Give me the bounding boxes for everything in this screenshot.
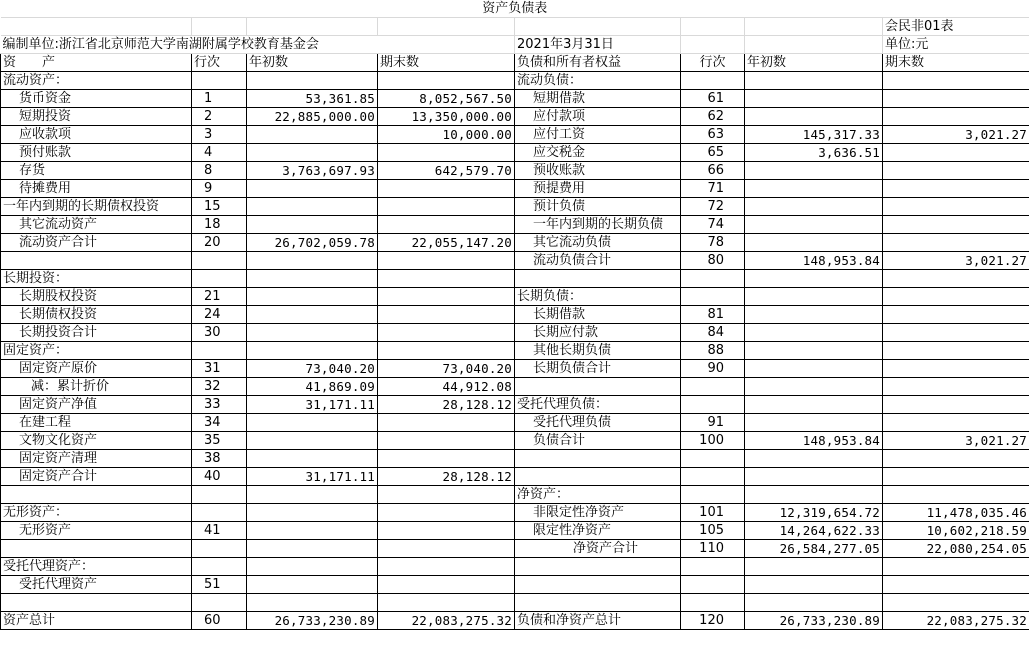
asset-closing: 22,083,275.32 [378,612,515,630]
asset-name: 其它流动资产 [1,216,192,234]
liability-name: 流动负债： [515,72,681,90]
asset-closing: 28,128.12 [378,396,515,414]
liability-closing [883,342,1029,360]
table-row [1,504,1029,522]
liability-closing [883,180,1029,198]
liability-closing [883,594,1029,612]
asset-line-no: 18 [192,216,247,234]
table-row [1,432,1029,450]
liability-name: 受托代理负债 [515,414,681,432]
asset-opening [247,558,378,576]
liability-closing: 3,021.27 [883,432,1029,450]
asset-line-no [192,540,247,558]
asset-line-no: 32 [192,378,247,396]
liability-line-no [681,270,745,288]
asset-opening [247,432,378,450]
liability-line-no: 78 [681,234,745,252]
liability-opening [745,378,883,396]
liability-line-no [681,594,745,612]
liability-opening [745,558,883,576]
table-row [1,594,1029,612]
asset-line-no: 51 [192,576,247,594]
asset-closing [378,594,515,612]
asset-name [1,594,192,612]
liability-closing [883,324,1029,342]
table-row [1,234,1029,252]
liability-line-no [681,72,745,90]
liability-name: 预计负债 [515,198,681,216]
liability-line-no: 62 [681,108,745,126]
table-row [1,612,1029,630]
asset-name: 流动资产合计 [1,234,192,252]
asset-opening: 31,171.11 [247,468,378,486]
liability-opening [745,108,883,126]
liability-name: 其他长期负债 [515,342,681,360]
liability-name: 流动负债合计 [515,252,681,270]
asset-name [1,252,192,270]
page-title: 资产负债表 [1,0,1029,18]
asset-line-no: 38 [192,450,247,468]
asset-name: 流动资产： [1,72,192,90]
liability-name [515,468,681,486]
asset-line-no [192,72,247,90]
liability-opening [745,450,883,468]
liability-closing [883,396,1029,414]
asset-closing [378,324,515,342]
asset-closing [378,576,515,594]
unit-label: 单位:元 [883,36,1029,54]
liability-line-no: 71 [681,180,745,198]
asset-line-no: 31 [192,360,247,378]
asset-closing [378,522,515,540]
liability-line-no: 66 [681,162,745,180]
asset-closing: 44,912.08 [378,378,515,396]
asset-opening [247,540,378,558]
table-row [1,540,1029,558]
liability-line-no [681,396,745,414]
liability-opening [745,360,883,378]
liability-opening: 26,733,230.89 [745,612,883,630]
liability-opening [745,576,883,594]
asset-line-no [192,504,247,522]
liability-opening [745,396,883,414]
asset-name: 预付账款 [1,144,192,162]
asset-name: 长期投资合计 [1,324,192,342]
liability-name: 一年内到期的长期负债 [515,216,681,234]
asset-line-no: 41 [192,522,247,540]
asset-closing [378,144,515,162]
liability-opening [745,342,883,360]
liability-closing [883,216,1029,234]
asset-line-no [192,594,247,612]
report-date: 2021年3月31日 [515,36,681,54]
asset-opening [247,216,378,234]
liability-line-no [681,576,745,594]
asset-opening: 22,885,000.00 [247,108,378,126]
unit-name: 编制单位:浙江省北京师范大学南湖附属学校教育基金会 [1,36,515,54]
form-code: 会民非01表 [883,18,1029,36]
header-opening: 年初数 [247,54,378,72]
liability-opening: 12,319,654.72 [745,504,883,522]
asset-name: 固定资产净值 [1,396,192,414]
asset-opening: 26,733,230.89 [247,612,378,630]
liability-closing [883,450,1029,468]
liability-opening [745,306,883,324]
liability-name: 长期负债合计 [515,360,681,378]
header-line-no-2: 行次 [681,54,745,72]
liability-opening: 26,584,277.05 [745,540,883,558]
asset-name: 资产总计 [1,612,192,630]
asset-closing [378,180,515,198]
asset-name: 无形资产： [1,504,192,522]
asset-name: 减：累计折价 [1,378,192,396]
liability-closing: 22,080,254.05 [883,540,1029,558]
asset-opening [247,504,378,522]
liability-closing [883,378,1029,396]
liability-line-no: 80 [681,252,745,270]
liability-line-no [681,558,745,576]
liability-line-no: 90 [681,360,745,378]
liability-closing [883,360,1029,378]
liability-name: 应付款项 [515,108,681,126]
table-row [1,576,1029,594]
asset-name: 固定资产合计 [1,468,192,486]
asset-opening: 26,702,059.78 [247,234,378,252]
liability-line-no [681,450,745,468]
liability-opening [745,324,883,342]
liability-name [515,270,681,288]
asset-line-no: 15 [192,198,247,216]
table-row [1,342,1029,360]
liability-name: 净资产合计 [515,540,681,558]
liability-closing: 11,478,035.46 [883,504,1029,522]
liability-line-no: 63 [681,126,745,144]
table-row [1,252,1029,270]
liability-opening: 148,953.84 [745,252,883,270]
asset-opening [247,324,378,342]
liability-name: 受托代理负债： [515,396,681,414]
header-closing: 期末数 [378,54,515,72]
liability-name: 短期借款 [515,90,681,108]
asset-name: 文物文化资产 [1,432,192,450]
asset-opening [247,198,378,216]
asset-line-no: 34 [192,414,247,432]
asset-opening: 3,763,697.93 [247,162,378,180]
liability-closing [883,162,1029,180]
asset-line-no [192,558,247,576]
asset-line-no [192,342,247,360]
asset-line-no: 21 [192,288,247,306]
liability-opening: 148,953.84 [745,432,883,450]
asset-opening [247,288,378,306]
liability-line-no: 100 [681,432,745,450]
table-row [1,306,1029,324]
liability-closing: 3,021.27 [883,126,1029,144]
header-assets: 资 产 [1,54,192,72]
liability-name [515,378,681,396]
liability-line-no: 84 [681,324,745,342]
asset-closing [378,288,515,306]
asset-closing [378,216,515,234]
asset-closing [378,252,515,270]
asset-closing [378,306,515,324]
liability-name: 限定性净资产 [515,522,681,540]
asset-closing: 13,350,000.00 [378,108,515,126]
liability-opening [745,162,883,180]
table-row [1,360,1029,378]
asset-closing [378,342,515,360]
header-closing-2: 期末数 [883,54,1029,72]
table-row [1,108,1029,126]
liability-line-no: 88 [681,342,745,360]
table-row [1,162,1029,180]
asset-closing: 10,000.00 [378,126,515,144]
asset-opening: 31,171.11 [247,396,378,414]
asset-name: 应收款项 [1,126,192,144]
asset-line-no: 4 [192,144,247,162]
table-row [1,144,1029,162]
table-row [1,72,1029,90]
table-row [1,198,1029,216]
asset-closing [378,72,515,90]
table-row [1,324,1029,342]
asset-closing [378,450,515,468]
asset-line-no: 8 [192,162,247,180]
liability-opening [745,216,883,234]
asset-closing [378,414,515,432]
liability-opening [745,468,883,486]
liability-name: 长期负债： [515,288,681,306]
asset-line-no: 40 [192,468,247,486]
liability-opening [745,486,883,504]
asset-closing [378,486,515,504]
asset-line-no: 60 [192,612,247,630]
liability-closing: 22,083,275.32 [883,612,1029,630]
asset-name: 受托代理资产 [1,576,192,594]
liability-opening [745,270,883,288]
liability-line-no [681,288,745,306]
asset-opening [247,342,378,360]
liability-line-no [681,378,745,396]
liability-opening [745,288,883,306]
liability-name: 负债和净资产总计 [515,612,681,630]
asset-closing [378,198,515,216]
asset-line-no: 1 [192,90,247,108]
liability-closing [883,144,1029,162]
liability-line-no: 81 [681,306,745,324]
asset-name: 长期债权投资 [1,306,192,324]
liability-opening [745,414,883,432]
liability-opening [745,72,883,90]
liability-closing [883,486,1029,504]
liability-opening [745,234,883,252]
asset-line-no: 30 [192,324,247,342]
liability-closing [883,468,1029,486]
asset-name: 长期股权投资 [1,288,192,306]
table-row [1,468,1029,486]
liability-closing [883,288,1029,306]
liability-name [515,594,681,612]
asset-name: 无形资产 [1,522,192,540]
liability-name [515,450,681,468]
asset-closing [378,432,515,450]
liability-closing [883,576,1029,594]
liability-name: 净资产： [515,486,681,504]
asset-closing [378,270,515,288]
asset-name: 货币资金 [1,90,192,108]
asset-closing [378,558,515,576]
liability-name: 预提费用 [515,180,681,198]
liability-name: 应付工资 [515,126,681,144]
liability-opening: 145,317.33 [745,126,883,144]
header-opening-2: 年初数 [745,54,883,72]
asset-line-no: 2 [192,108,247,126]
asset-closing: 73,040.20 [378,360,515,378]
asset-closing: 22,055,147.20 [378,234,515,252]
asset-line-no [192,252,247,270]
asset-name: 长期投资： [1,270,192,288]
asset-opening [247,414,378,432]
asset-line-no [192,270,247,288]
liability-opening [745,594,883,612]
liability-name: 负债合计 [515,432,681,450]
table-row [1,450,1029,468]
asset-opening [247,144,378,162]
liability-line-no [681,486,745,504]
asset-name: 固定资产原价 [1,360,192,378]
table-row [1,486,1029,504]
liability-closing: 10,602,218.59 [883,522,1029,540]
liability-line-no: 105 [681,522,745,540]
liability-opening: 14,264,622.33 [745,522,883,540]
liability-closing [883,198,1029,216]
liability-closing [883,306,1029,324]
asset-closing: 642,579.70 [378,162,515,180]
liability-name: 预收账款 [515,162,681,180]
asset-opening [247,594,378,612]
asset-name: 短期投资 [1,108,192,126]
liability-line-no: 65 [681,144,745,162]
asset-name: 在建工程 [1,414,192,432]
liability-name: 非限定性净资产 [515,504,681,522]
liability-closing [883,234,1029,252]
table-row [1,558,1029,576]
liability-name: 长期应付款 [515,324,681,342]
table-row [1,396,1029,414]
table-row [1,216,1029,234]
liability-line-no: 61 [681,90,745,108]
liability-name: 其它流动负债 [515,234,681,252]
asset-line-no: 20 [192,234,247,252]
asset-line-no: 24 [192,306,247,324]
asset-line-no: 35 [192,432,247,450]
table-row [1,522,1029,540]
table-row [1,414,1029,432]
liability-closing [883,90,1029,108]
liability-name: 应交税金 [515,144,681,162]
liability-line-no: 91 [681,414,745,432]
asset-name: 待摊费用 [1,180,192,198]
liability-line-no: 110 [681,540,745,558]
asset-closing [378,540,515,558]
liability-closing [883,270,1029,288]
asset-opening [247,306,378,324]
asset-line-no [192,486,247,504]
asset-closing: 8,052,567.50 [378,90,515,108]
asset-opening [247,576,378,594]
liability-closing [883,108,1029,126]
asset-name: 一年内到期的长期债权投资 [1,198,192,216]
liability-name [515,576,681,594]
liability-closing [883,414,1029,432]
liability-opening [745,198,883,216]
liability-line-no: 101 [681,504,745,522]
asset-name: 存货 [1,162,192,180]
table-row [1,126,1029,144]
asset-opening [247,522,378,540]
liability-closing [883,558,1029,576]
liability-opening [745,90,883,108]
asset-line-no: 33 [192,396,247,414]
liability-name [515,558,681,576]
asset-opening [247,270,378,288]
asset-name: 固定资产清理 [1,450,192,468]
table-row [1,288,1029,306]
asset-opening [247,180,378,198]
asset-line-no: 3 [192,126,247,144]
header-liabilities: 负债和所有者权益 [515,54,681,72]
asset-opening: 53,361.85 [247,90,378,108]
asset-opening [247,126,378,144]
liability-line-no: 74 [681,216,745,234]
liability-line-no: 120 [681,612,745,630]
column-header-row [1,54,1029,72]
liability-name: 长期借款 [515,306,681,324]
table-row [1,378,1029,396]
table-row [1,270,1029,288]
asset-opening [247,486,378,504]
liability-opening: 3,636.51 [745,144,883,162]
liability-line-no: 72 [681,198,745,216]
liability-closing [883,72,1029,90]
asset-opening [247,72,378,90]
asset-opening [247,450,378,468]
asset-closing: 28,128.12 [378,468,515,486]
asset-opening: 73,040.20 [247,360,378,378]
asset-name [1,540,192,558]
liability-line-no [681,468,745,486]
liability-opening [745,180,883,198]
header-line-no: 行次 [192,54,247,72]
table-row [1,90,1029,108]
asset-opening [247,252,378,270]
asset-line-no: 9 [192,180,247,198]
asset-name [1,486,192,504]
liability-closing: 3,021.27 [883,252,1029,270]
asset-closing [378,504,515,522]
asset-name: 受托代理资产： [1,558,192,576]
asset-name: 固定资产： [1,342,192,360]
table-row [1,180,1029,198]
asset-opening: 41,869.09 [247,378,378,396]
